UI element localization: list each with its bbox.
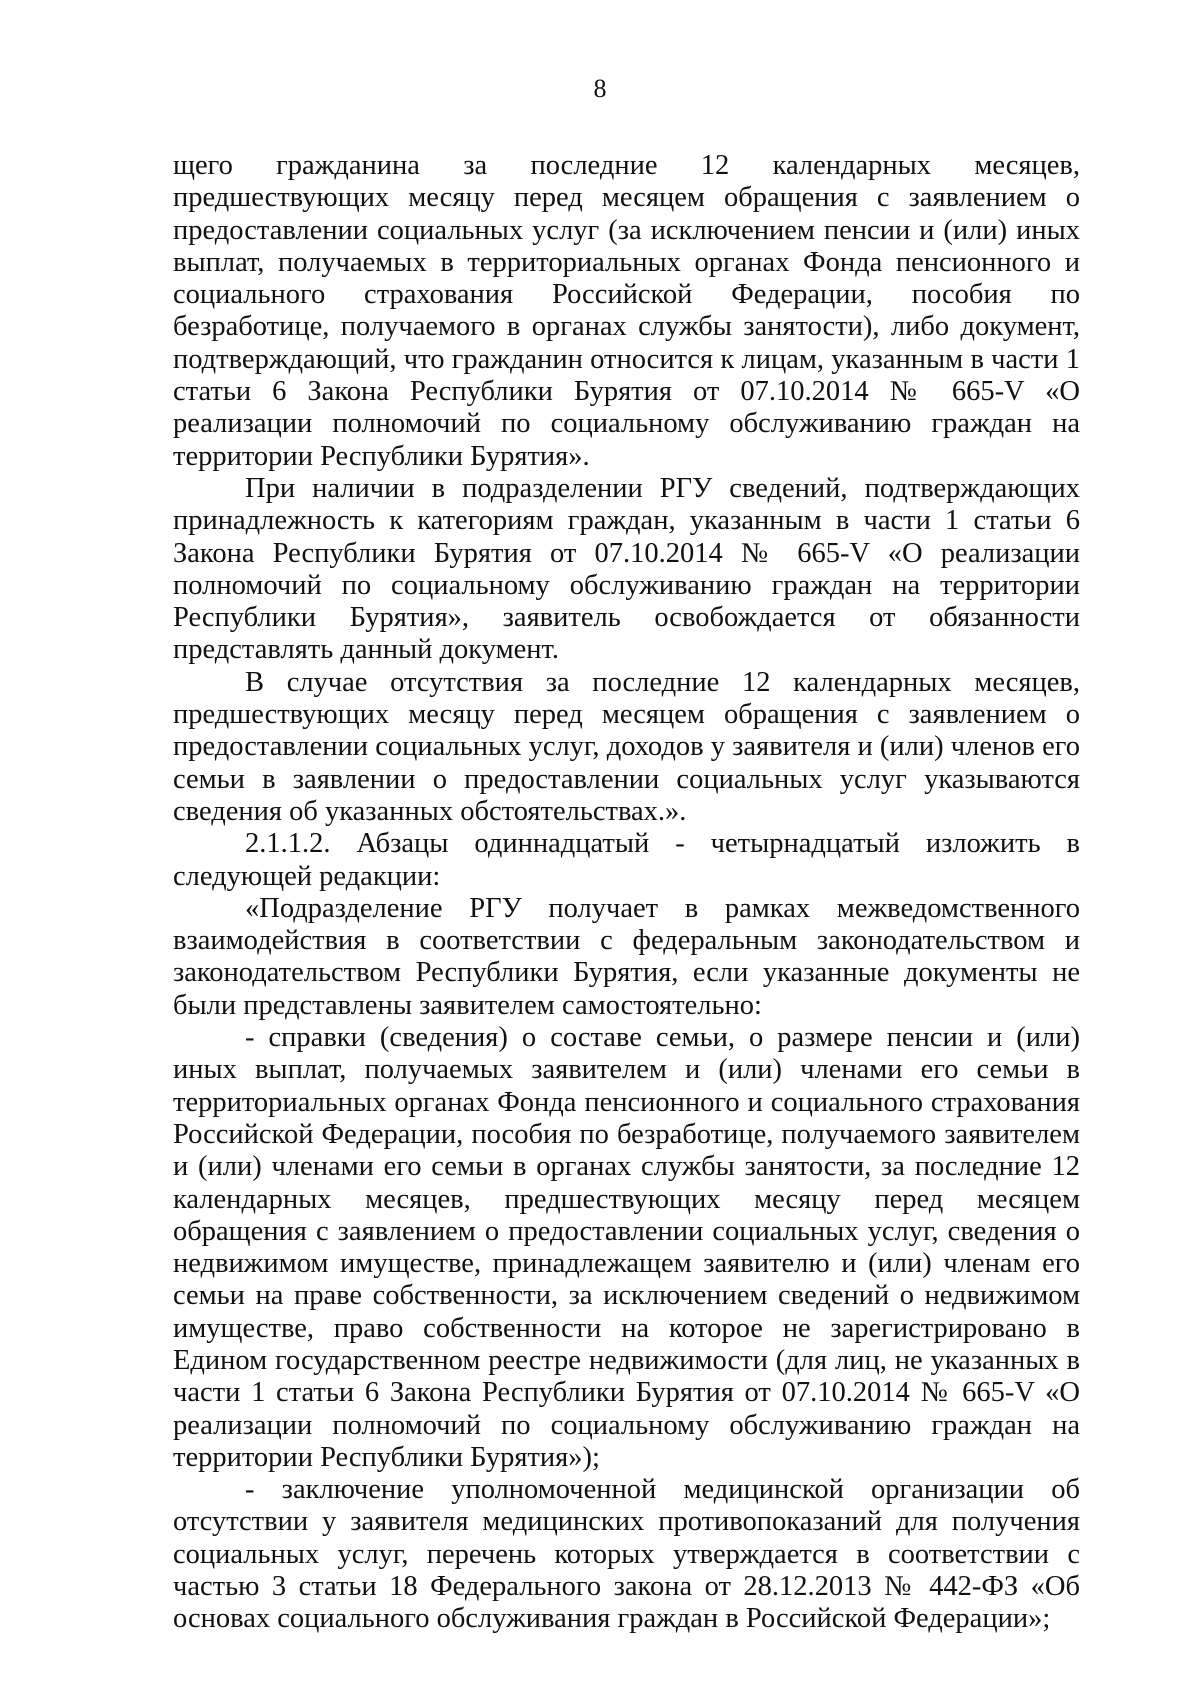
paragraph-amendment-2-1-1-2: 2.1.1.2. Абзацы одиннадцатый - четырнадцатый изложить в следующей редакции: xyxy=(173,828,1080,892)
list-item-medical-conclusion: - заключение уполномоченной медицинской организации об отсутствии у заявителя медицинских противопоказаний для получения социальных услуг, перечень которых утверждается в соответствии с частью 3 статьи 18 Федерального закона от 28.12.2013 № 442-ФЗ «Об основах социального обслуживания граждан в Российской Федерации»; xyxy=(173,1474,1080,1635)
paragraph-continuation: щего гражданина за последние 12 календарных месяцев, предшествующих месяцу перед месяцем обращения с заявлением о предоставлении социальных услуг (за исключением пенсии и (или) иных выплат, получаемых в территориальных органах Фонда пенсионного и социального страхования Российской Федерации, пособия по безработице, получаемого в органах службы занятости), либо документ, подтверждающий, что гражданин относится к лицам, указанным в части 1 статьи 6 Закона Республики Бурятия от 07.10.2014 № 665-V «О реализации полномочий по социальному обслуживанию граждан на территории Республики Бурятия». xyxy=(173,150,1080,472)
paragraph-no-income: В случае отсутствия за последние 12 календарных месяцев, предшествующих месяцу перед месяцем обращения с заявлением о предоставлении социальных услуг, доходов у заявителя и (или) членов его семьи в заявлении о предоставлении социальных услуг указываются сведения об указанных обстоятельствах.». xyxy=(173,666,1080,827)
page-number: 8 xyxy=(593,74,607,103)
document-body xyxy=(173,150,1080,1636)
paragraph-interagency: «Подразделение РГУ получает в рамках межведомственного взаимодействия в соответствии с федеральным законодательством и законодательством Республики Бурятия, если указанные документы не были представлены заявителем самостоятельно: xyxy=(173,892,1080,1021)
list-item-certificates: - справки (сведения) о составе семьи, о размере пенсии и (или) иных выплат, получаемых заявителем и (или) членами его семьи в территориальных органах Фонда пенсионного и социального страхования Российской Федерации, пособия по безработице, получаемого заявителем и (или) членами его семьи в органах службы занятости, за последние 12 календарных месяцев, предшествующих месяцу перед месяцем обращения с заявлением о предоставлении социальных услуг, сведения о недвижимом имуществе, принадлежащем заявителю и (или) членам его семьи на праве собственности, за исключением сведений о недвижимом имуществе, право собственности на которое не зарегистрировано в Едином государственном реестре недвижимости (для лиц, не указанных в части 1 статьи 6 Закона Республики Бурятия от 07.10.2014 № 665-V «О реализации полномочий по социальному обслуживанию граждан на территории Республики Бурятия»); xyxy=(173,1022,1080,1473)
paragraph-rgu-info: При наличии в подразделении РГУ сведений, подтверждающих принадлежность к категориям граждан, указанным в части 1 статьи 6 Закона Республики Бурятия от 07.10.2014 № 665-V «О реализации полномочий по социальному обслуживанию граждан на территории Республики Бурятия», заявитель освобождается от обязанности представлять данный документ. xyxy=(173,472,1080,666)
